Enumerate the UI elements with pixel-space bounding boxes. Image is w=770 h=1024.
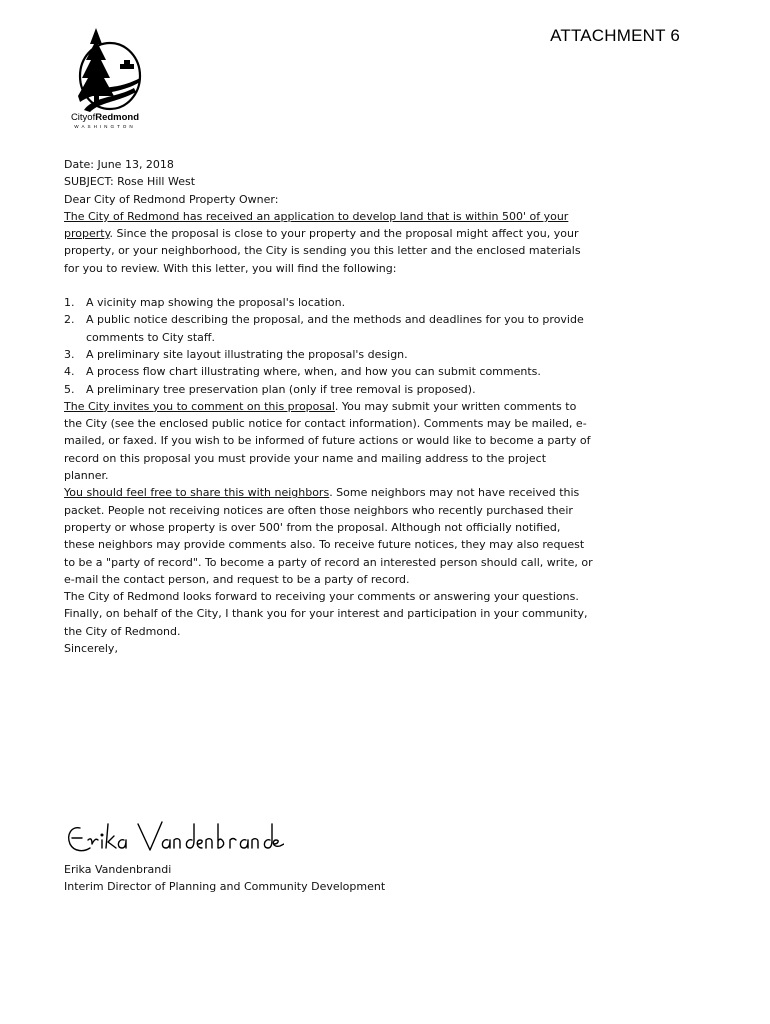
comment-text: . You may submit your written comments to the City (see the enclosed public notice for contact information). Comments may be mailed, e-mailed, or faxed. If you wish to be informed of future actions or would like to become a party of record on this proposal you must provide your name and mailing address to the project planner. <box>64 399 591 483</box>
attachment-label: ATTACHMENT 6 <box>550 26 680 45</box>
paragraph-comment <box>64 398 594 484</box>
letter-salutation: Dear City of Redmond Property Owner: <box>64 192 279 206</box>
list-item: 1. A vicinity map showing the proposal's location. <box>64 296 346 310</box>
signer-title: Interim Director of Planning and Community Development <box>64 880 386 894</box>
paragraph-closing: The City of Redmond looks forward to receiving your comments or answering your questions. Finally, on behalf of the City, I thank you for your interest and participation in your community, the City of Redmond. <box>64 590 588 638</box>
list-item: 4. A process flow chart illustrating where, when, and how you can submit comments. <box>64 365 541 379</box>
intro-text: . Since the proposal is close to your property and the proposal might affect you, your property, or your neighborhood, the City is sending you this letter and the enclosed materials for you to review. With this letter, you will find the following: <box>64 227 581 275</box>
intro-underlined: The City of Redmond has received an application to develop land that is within 500' of your property <box>64 209 569 241</box>
tree-logo-icon <box>64 26 146 112</box>
enclosure-list <box>64 294 594 398</box>
logo-state: WASHINGTON <box>74 124 136 129</box>
list-item: 3. A preliminary site layout illustrating the proposal's design. <box>64 347 408 361</box>
neighbors-text: . Some neighbors may not have received this packet. People not receiving notices are often those neighbors who recently purchased their property or whose property is over 500' from the proposal. Although not officially notified, these neighbors may provide comments also. To receive future notices, they may also request to be a "party of record". To become a party of record an interested person should call, write, or e-mail the contact person, and request to be a party of record. <box>64 486 593 586</box>
list-item: 2. A public notice describing the proposal, and the methods and deadlines for you to provide comments to City staff. <box>64 313 584 344</box>
city-logo <box>64 26 146 130</box>
letter-subject: SUBJECT: Rose Hill West <box>64 175 196 189</box>
paragraph-intro <box>64 208 594 277</box>
paragraph-neighbors <box>64 484 594 588</box>
list-item: 5. A preliminary tree preservation plan (only if tree removal is proposed). <box>64 382 476 396</box>
letter-date: Date: June 13, 2018 <box>64 158 174 171</box>
logo-wordmark: CityofRedmond <box>70 112 140 123</box>
signer-name: Erika Vandenbrandi <box>64 863 172 876</box>
neighbors-underlined: You should feel free to share this with neighbors <box>64 486 330 500</box>
letter-body <box>64 156 594 657</box>
signature <box>64 818 284 862</box>
signer-block <box>64 861 385 896</box>
comment-underlined: The City invites you to comment on this proposal <box>64 399 335 413</box>
signature-image <box>64 818 284 862</box>
letter-closing: Sincerely, <box>64 642 118 656</box>
